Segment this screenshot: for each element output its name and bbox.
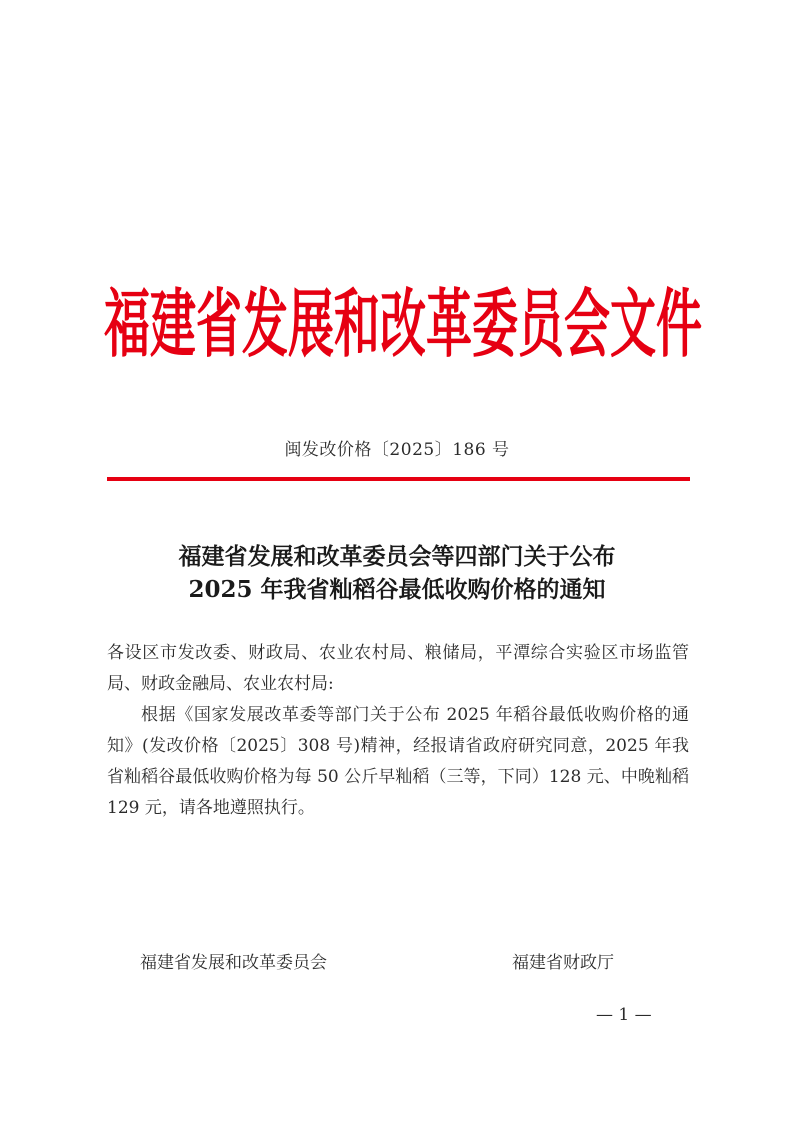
signature-finance-dept: 福建省财政厅 — [512, 953, 614, 973]
main-paragraph: 根据《国家发展改革委等部门关于公布 2025 年稻谷最低收购价格的通知》(发改价格〔2025〕308 号)精神，经报请省政府研究同意，2025 年我省籼稻谷最低收购价格为每 50 公斤早籼稻（三等，下同）128 元、中晚籼稻 129 元，请各地遵照执行。 — [107, 705, 689, 818]
notice-title-line-2: 2025 年我省籼稻谷最低收购价格的通知 — [188, 576, 606, 603]
notice-body — [107, 638, 689, 824]
addressee-paragraph: 各设区市发改委、财政局、农业农村局、粮储局，平潭综合实验区市场监管局、财政金融局、农业农村局: — [107, 643, 689, 694]
notice-title-line-1: 福建省发展和改革委员会等四部门关于公布 — [178, 543, 616, 570]
notice-title — [100, 540, 694, 606]
document-header-title: 福建省发展和改革委员会文件 — [104, 280, 702, 368]
page-number: — 1 — — [596, 1005, 652, 1025]
document-number: 闽发改价格〔2025〕186 号 — [284, 440, 510, 460]
red-divider-line — [107, 477, 690, 481]
signature-ndrc-fujian: 福建省发展和改革委员会 — [140, 953, 327, 973]
